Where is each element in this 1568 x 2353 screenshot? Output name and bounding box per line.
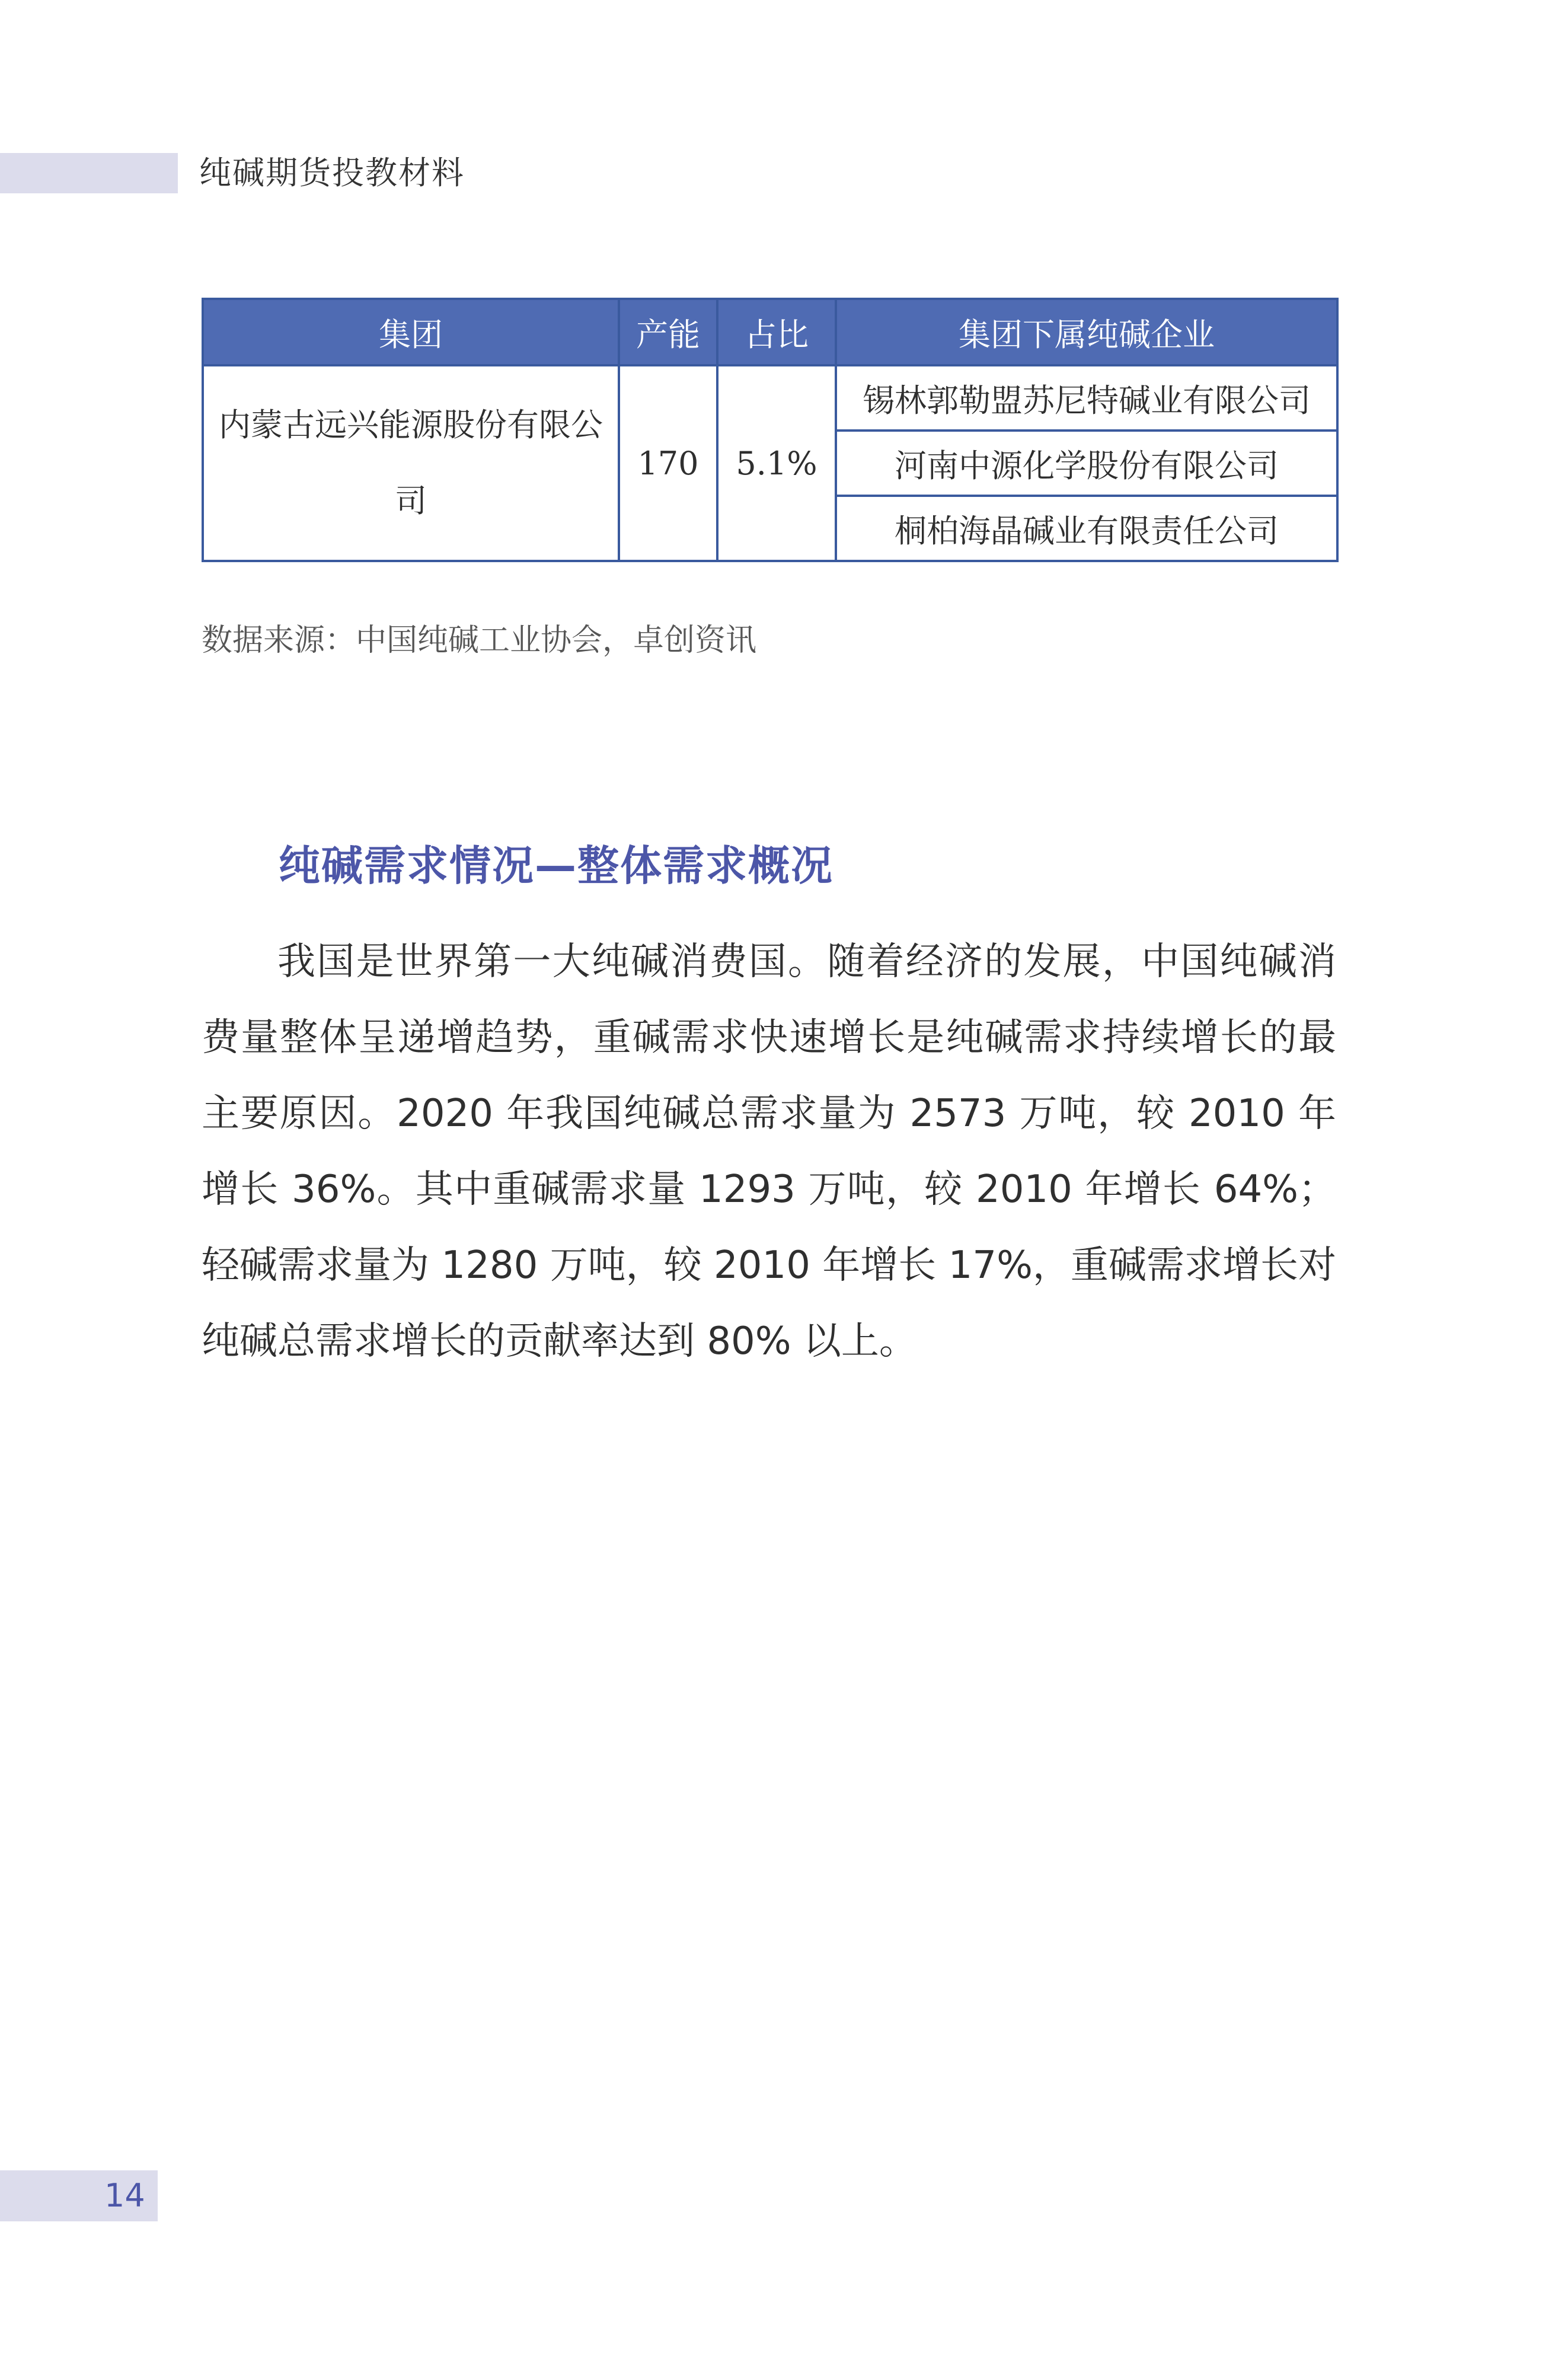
running-header-title: 纯碱期货投教材料 (199, 154, 465, 192)
header-group: 集团 (203, 299, 619, 365)
header-band (0, 153, 178, 193)
cell-capacity: 170 (619, 365, 717, 561)
section-heading: 纯碱需求情况—整体需求概况 (279, 841, 834, 890)
body-paragraph: 我国是世界第一大纯碱消费国。随着经济的发展，中国纯碱消费量整体呈递增趋势，重碱需求快速增长是纯碱需求持续增长的最主要原因。2020 年我国纯碱总需求量为 2573 万吨，较 2010 年增长 36%。其中重碱需求量 1293 万吨，较 2010 年增长 64%；轻碱需求量为 1280 万吨，较 2010 年增长 17%，重碱需求增长对纯碱总需求增长的贡献率达到 80% 以上。 (202, 940, 1336, 1363)
table-header-row (203, 299, 1337, 365)
soda-ash-group-table (202, 298, 1339, 562)
page-number: 14 (104, 2177, 145, 2214)
cell-group-name: 内蒙古远兴能源股份有限公司 (203, 365, 619, 561)
cell-subsidiary: 河南中源化学股份有限公司 (836, 431, 1337, 496)
header-share: 占比 (717, 299, 836, 365)
cell-subsidiary: 桐柏海晶碱业有限责任公司 (836, 496, 1337, 561)
cell-subsidiary: 锡林郭勒盟苏尼特碱业有限公司 (836, 365, 1337, 431)
cell-share: 5.1% (717, 365, 836, 561)
header-capacity: 产能 (619, 299, 717, 365)
table-row (203, 365, 1337, 431)
header-subsidiaries: 集团下属纯碱企业 (836, 299, 1337, 365)
data-source-note: 数据来源：中国纯碱工业协会，卓创资讯 (202, 623, 757, 658)
